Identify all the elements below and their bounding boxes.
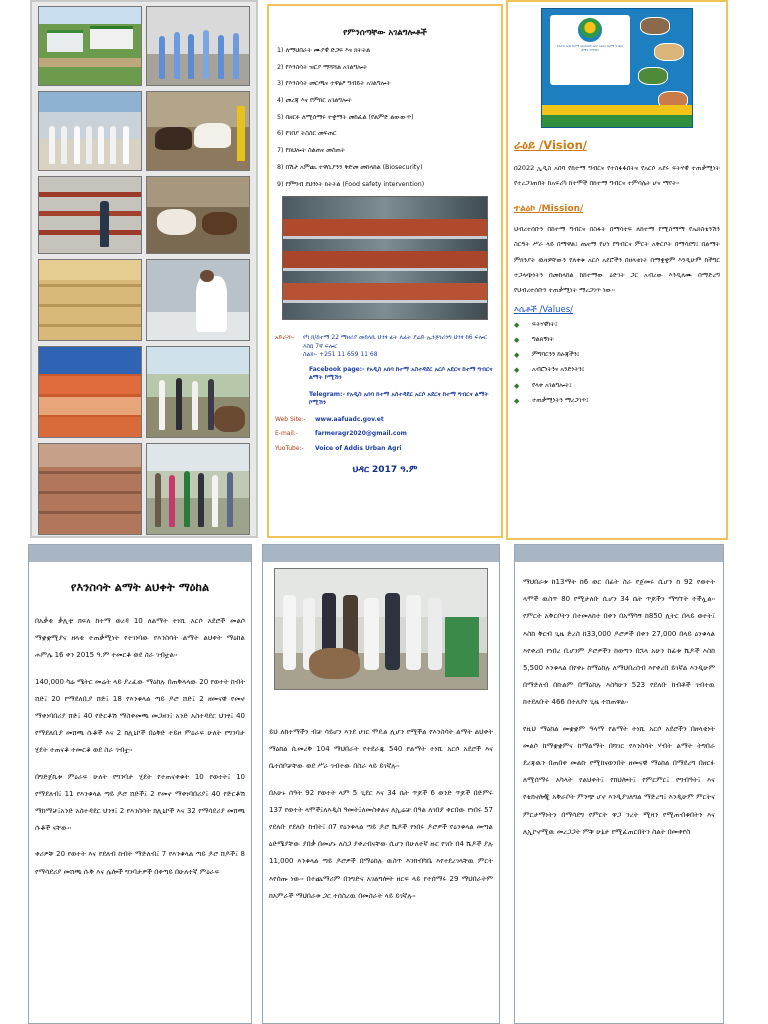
mission-heading: ተልዕኮ /Mission/ [514, 203, 584, 214]
value-item: ◆ ፍትሃዊነት፤ [514, 320, 558, 329]
vision-text: በ2022 ኢዲስ አበባ የከተማ ግብርና የተስፋፋበትና የአርሶ አደሩ ፍትሃዊ ተጠቃሚነት የተረጋገጠበት ከአፍሪካ ከተሞች በከተማ ግብርና ተምሳሌት ሆና ማየት፡፡ [514, 164, 720, 188]
website-row[interactable] [275, 416, 495, 425]
diamond-bullet-icon: ◆ [514, 351, 520, 360]
email-row[interactable] [275, 430, 495, 439]
service-item: 5) በዘርፉ ለሚሰማሩ ተቋማት መከፈል (የልምድ ልውውጥ) [277, 113, 414, 121]
officials-inspection-photo [274, 568, 488, 690]
photo-egg-trays [38, 346, 142, 438]
photo-egg-stack [38, 443, 142, 535]
website-label: Web Site:- [275, 415, 306, 423]
facebook-text[interactable]: የአዲስ አበባ ከተማ አስተዳደር አርሶ አደርና ከተማ ግብርና ልማት ኮሚሽን [309, 365, 493, 382]
right-panel [514, 544, 724, 1024]
middle-body [263, 724, 499, 905]
telegram-row[interactable] [275, 391, 495, 408]
value-item: ◆ የላቀ አገልግሎት፤ [514, 381, 572, 390]
middle-paragraph-1: ይህ ለከተማችን ብቻ ሳይሆን እንደ ሀገር ሞዴል ሊሆን የሚችል የእንስሳት ልማት ልህቀት ማዕከል ሲመረቅ 104 ማህበራት የተደራጁ 540 የልማት ተነሺ አርሶ አደሮች እና ቤተሰቦቻቸው ወደ ሥራ ገብተው በስራ ላይ ይገኛሉ፡፡ [269, 728, 493, 771]
facebook-row[interactable] [275, 366, 495, 383]
panel-header-bar [515, 545, 723, 562]
logo-text: የአዲስ አበባ ከተማ አስተዳደር አርሶ አደርና ከተማ ግብርና ልማት ኮሚሽን [556, 44, 624, 53]
services-panel [267, 4, 503, 538]
value-item: ◆ ግልጸኝነት [514, 336, 554, 345]
service-item: 2) የእንስሳት ዝርያ ማሻሻል አገልግሎት [277, 63, 368, 71]
middle-paragraph-2: በአሁኑ ሰዓት 92 የወተት ላም 5 ጊደር እና 34 ሴት ጥጆች 6 ወንድ ጥጆች በድምሩ 137 የወተት ላሞች፤ለእዲስ ዓመት፤ለመስቀልና ለኢሬቻ በዓል ለገበያ ቀርበው የነበሩ 57 የደለቡ የደለቡ ከብት፤ በ7 የዕንቁላል ጣይ ዶሮ ሼዶች የነበሩ ዶሮዎች የዕንቁላል መጣል ዕድሜያቸው ያበቃ በመሆኑ ለስጋ ያቀረብናቸው ሲሆን በሁለተኛ ዙር የገቡ በ4 ሼዶች ያሉ 11,000 እንቁላል ጣይ ዶሮዎች በማዕከሉ ዉስጥ እንክብካቤ እየተደረገላቸዉ ምርት እየሰጡ ነው፡፡ በተጨማሪም በንግድና አገልግሎት ዘርፍ ላይ የተሰማሩ 29 ማህበራትም ከአምራች ማህበራቱ ጋር ተሰስረዉ በመስራት ላይ ይገኛሉ፡፡ [269, 788, 493, 900]
email-link[interactable]: farmeragr2020@gmail.com [315, 430, 407, 438]
photo-dairy-cows [146, 91, 250, 171]
logo-thumb-photo [654, 43, 684, 61]
diamond-bullet-icon: ◆ [514, 381, 520, 390]
commission-emblem-icon [578, 18, 602, 42]
poultry-cage-photo [282, 196, 488, 320]
center-panel [28, 544, 252, 1024]
logo-thumb-photo [640, 17, 670, 35]
contact-block [275, 334, 495, 453]
center-paragraph-4: ቀሪዎቹ 20 የወተት እና የደለብ ከብት ማድለብ፤ 7 የእንቁላል ጣይ ዶሮ ሸዶች፤ 8 የማሳደሪያ መሸጫ ሱቅ እና ሌሎች ግንባታዎች በቀጣይ በሁለተኛ ምዕራፍ [35, 850, 245, 876]
photo-collage [30, 0, 258, 538]
center-title: የእንስሳት ልማት ልህቀት ማዕከል [70, 580, 210, 594]
center-paragraph-1: በአቃቂ ቃሊቲ ክፍለ ከተማ ወረዳ 10 ለልማት ተነሺ አርሶ አደሮች መልሶ ማቋቋሚያና ዘላቂ ተጠቃሚነት የተገነባው የእንስሳት ልማት ልህቀት ማዕከል ሐምሌ 16 ቀን 2015 ዓ.ም ተመርቆ ወደ ስራ ገብቷል፡፡ [35, 617, 245, 660]
right-body [515, 574, 723, 841]
logo-card [550, 15, 630, 85]
address-text: የካ ክ/ከተማ 22 ማዞሪያ መከላኪ ህንፃ ፊት ለፊት ያሬድ ኢንጅነሪንግ ህንፃ ከ6 ፍሎር እስከ 7ኛ ፍሎር ስልክ፡- +251 11 659 11 68 [303, 334, 488, 359]
service-item: 3) የእንስሳት መርጫና ተዋፅዖ ግብይት አገልግሎት [277, 80, 391, 88]
values-list [514, 321, 720, 405]
photo-calves [146, 176, 250, 254]
services-list [275, 46, 495, 190]
value-item: ◆ አብሮነትንና አንድነትን፤ [514, 366, 585, 375]
diamond-bullet-icon: ◆ [514, 320, 520, 329]
youtube-label: YuoTube:- [275, 444, 304, 452]
diamond-bullet-icon: ◆ [514, 366, 520, 375]
address-label: አድራሻ፡- [275, 334, 295, 342]
mission-text: ህብረተሰቡን በከተማ ግብርና በስፋት በማሳተፍ ለከተማ የሚስማማ የኤክስቴንሽን ስርዓት ሥራ ላይ በማዋል፤ ጤናማ የሆነ የግብርና ምርት አቅርቦት በማሳደግ፤ በልማት ምክንያት ዉዛዎቸውን የለቀቁ አርሶ አደሮችን በዘላቂነት በማቋቋም እንዲሁም ከችግር ተጋላጭነትን በመከላከል ከከተማው ዕድገት ጋር አብረው እንዲለሙ በማድረግ የህብረተሰቡን ተጠቃሚነት ማረጋገጥ ነው፡፡ [514, 224, 720, 295]
diamond-bullet-icon: ◆ [514, 336, 520, 345]
panel-header-bar [263, 545, 499, 562]
center-body [29, 613, 251, 881]
youtube-link[interactable]: Voice of Addis Urban Agri [315, 444, 402, 452]
logo-thumb-photo [638, 67, 668, 85]
youtube-row[interactable] [275, 445, 495, 454]
center-paragraph-2: 140,000 ካሬ ሜትር መሬት ላይ ያረፈው ማዕከሉ በጠቅላላው 20 የወተት ከብት ሸድ፤ 20 የማደለቢያ ሸድ፤ 18 የእንቁላል ጣይ ዶሮ ሸድ፤ 2 ዘመናዊ የመኖ ማቀነባበሪያ ሸድ፤ 40 የድርቆሽ ማስቀመጫ መጋዘን፤ አንድ አስተዳደር ህንፃ፤ 40 የማደለቢያ መሸጫ ሱቆች እና 2 ክሊኒኮች በዕቅድ ተይዞ ምዕራፍ ሁለት የግንባታ ሂደት ተጠናቆ ተመርቆ ወደ ስራ ገብቷ፡፡ [35, 677, 245, 755]
photo-poultry-cages [38, 176, 142, 254]
publication-date: ህዳር 2017 ዓ.ም [352, 465, 418, 476]
photo-officials-visit [146, 346, 250, 438]
service-item: 4) መረጃ እና የምክር አገልግሎት [277, 97, 352, 105]
service-item: 1) ለማህበራት ሙያዊ ድጋፍ እና ክትትል [277, 47, 371, 54]
service-item: 8) በሽታ አምጪ ተዋሲያንን ቅድመ መከላከል (Biosecurity) [277, 163, 423, 171]
photo-hay-bales [38, 259, 142, 341]
telegram-label: Telegram:- [309, 390, 345, 398]
photo-farm-aerial [38, 6, 142, 86]
vision-heading: ራዕይ /Vision/ [514, 138, 587, 152]
panel-header-bar [29, 545, 251, 562]
facebook-label: Facebook page:- [309, 365, 365, 373]
service-item: 6) የገበያ ትስስር መፍጠር [277, 130, 337, 138]
value-item: ◆ ምግባርንን ከፁጃችን፤ [514, 351, 580, 360]
address-row [275, 334, 495, 360]
middle-panel [262, 544, 500, 1024]
photo-group-ceremony [146, 443, 250, 535]
photo-visitors-coats [146, 6, 250, 86]
right-paragraph-2: የዚህ ማዕከል መቋቋም ዓላማ የልማት ተነሺ አርሶ አደሮችን በዘላቂነት መልሶ ከማቋቋምና ከማልማት በሻገር የእንስሳት ሃብት ልማት ትግበራ ደረጃዉን በጠበቀ መልኩ የሚከናወንበት ዘመናዊ ማዕከል በማደረግ በዘርፉ ለሚሰማሩ አካላት የልህቀት፤ የክህሎት፤ የምርምር፤ የግብዓት፤ እና የቴክኖሎጂ አቅራቦት ምንጭ ሆኖ እንዲያገለግል ማድረግ፤ እንዲሁም ምርትና ምርታማነትን በማሳደግ የምርት ዋጋ ንረት ሚዛን የሚጠብቁበትን እና ለኢኮኖሚዉ መረጋጋት ምቹ ሁኔታ የሚፈጠርበትን ስልት በመቀየስ [523, 724, 715, 836]
email-label: E-mail:- [275, 430, 298, 438]
commission-logo-banner [541, 8, 693, 128]
diamond-bullet-icon: ◆ [514, 396, 520, 405]
service-item: 7) የክህሎት ስልጠና መስጠት [277, 147, 346, 155]
photo-staff-group [38, 91, 142, 171]
telegram-text[interactable]: የአዲስ አበባ ከተማ አስተዳደር አርሶ አደርና ከተማ ግብርና ልማት ኮሚሽን [309, 390, 489, 407]
service-item: 9) የምግብ ደህንነት ክትትል (Food safety intervention) [277, 180, 425, 188]
center-paragraph-3: በግድጀኪቱ ምዕራፍ ሁለት የግንባታ ሂደት የተጠናቀቁት 10 የወተት፤ 10 የማደለብ፤ 11 የእንቁላል ጣይ ዶሮ ሸድች፤ 2 የመኖ ማቀነባበሪያ፤ 40 የድርቆሽ ማከማቻ፤አንድ አስተዳደር ህንፃ፤ 2 የእንስሳት ክሊኒኮች እና 32 የማሳደሪያ መሸጫ ሱቆች ናቸው፡፡ [35, 772, 245, 833]
values-heading: እሴቶች /Values/ [514, 304, 574, 315]
vision-panel [506, 0, 728, 540]
phone-text: ስልክ፡- +251 11 659 11 68 [303, 351, 378, 359]
photo-lab-worker [146, 259, 250, 341]
value-item: ◆ ተጠቃሚነትን ማረጋገጥ፤ [514, 396, 589, 405]
services-title: የምንሰጣቸው አገልግሎቶች [343, 28, 427, 38]
website-link[interactable]: www.aafuadc.gov.et [315, 415, 384, 423]
right-paragraph-1: ማህበራቱ ከ13ማት ከ6 ወር በፊት ስራ የጀመሩ ሲሆን ከ 92 የወተት ላሞች ዉስጥ 80 የሚታለቡ ሲሆን 34 ሴት ጥጆችን ማግኘት ተችሏል፡፡ የምርት አቅርቦትን በተመለከተ በቀን በአማካኝ ከ850 ሊትር በላይ ወተት፤ እስከ ቅርብ ጊዜ ድረስ ከ33,000 ዶሮዎች በቀን 27,000 በላይ ዕንቁላል እየቀረበ የነበረ ቢሆንም ዶሮዎችን ከወጣን በኋላ አሁን ከፊቱ ሼዶች እስከ 5,500 እንቁላል በየቀኑ ከማዕከሉ ለማህበረሰብ እየቀረበ ይገኛል እንዲሁም በማድለብ በኩልም በማዕከሉ እስካሁን 523 የደለቡ ከብቶች ገብተዉ ከተደለቡት 466 በተለያየ ጊዜ ተሸጠዋል፡፡ [523, 578, 715, 707]
